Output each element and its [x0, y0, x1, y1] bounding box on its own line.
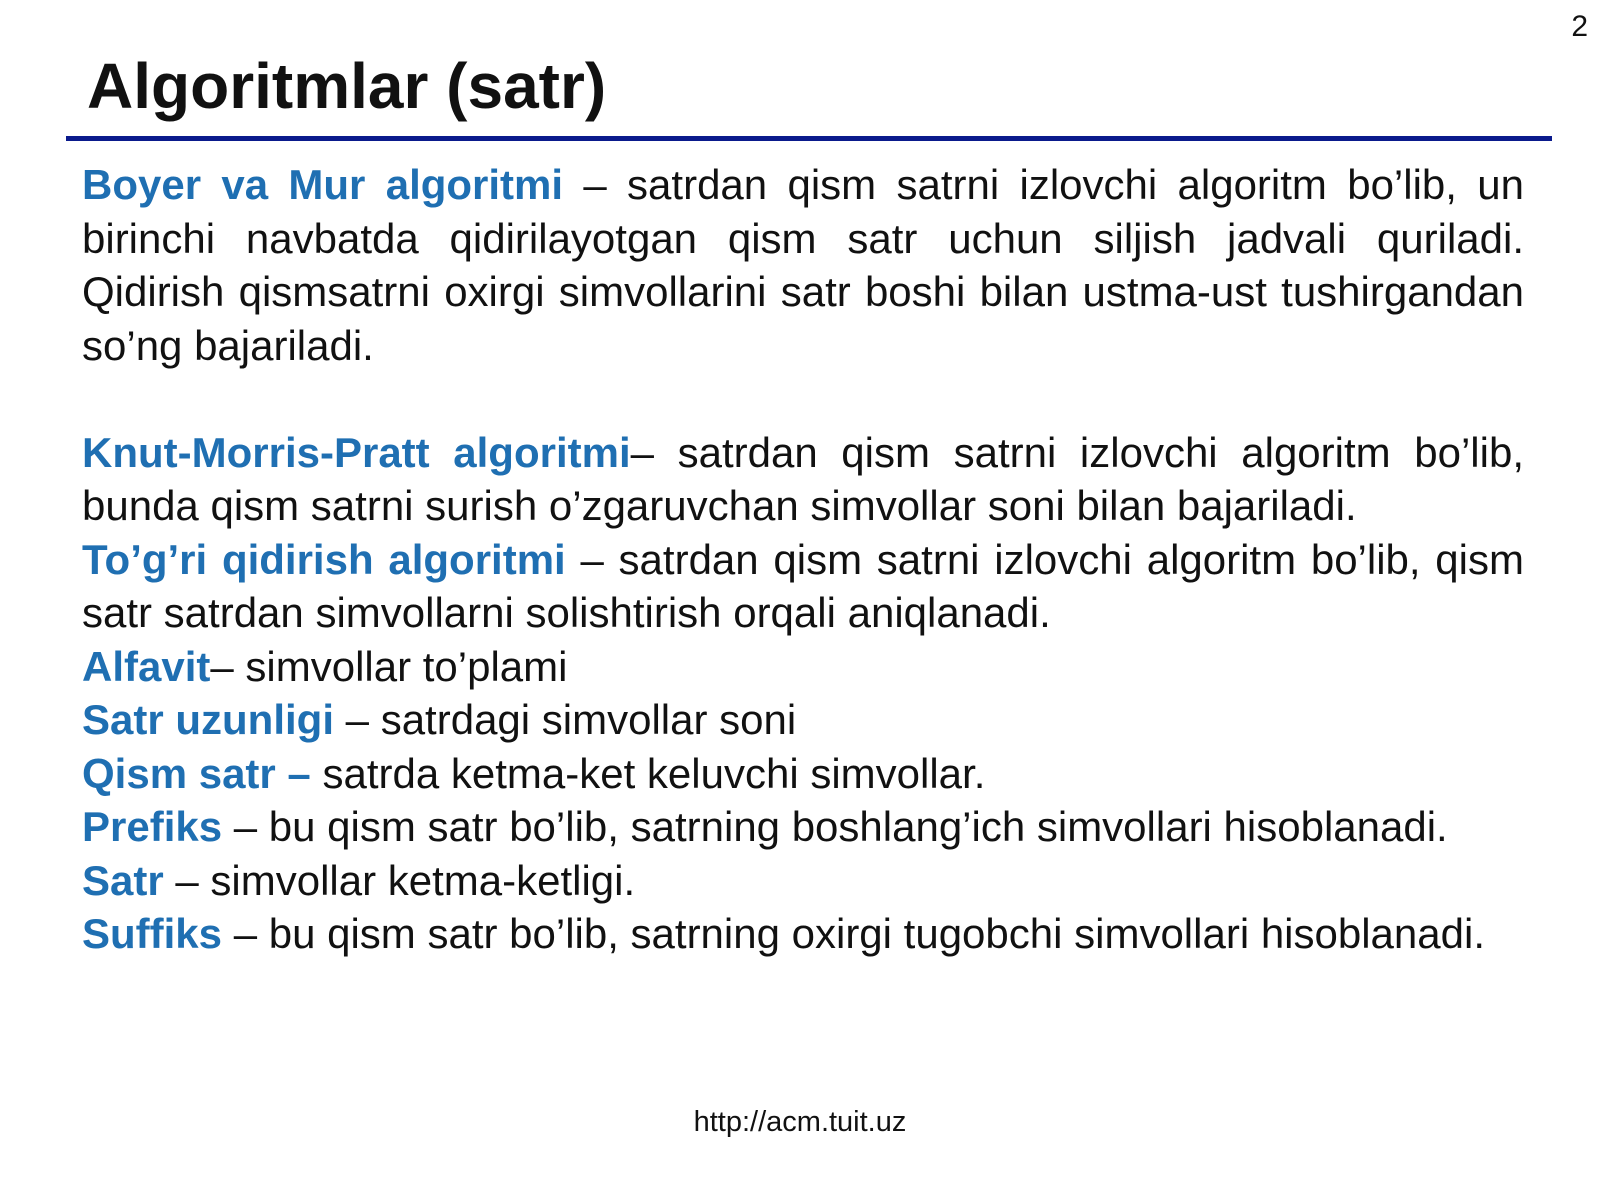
definition-text: – satrdan qism satrni izlovchi algoritm bo’lib, bunda qism satrni surish o’zgaruvchan simvollar soni bilan bajariladi.	[82, 428, 1524, 529]
definition-text: – satrdagi simvollar soni	[334, 696, 797, 743]
definition-text: – simvollar to’plami	[210, 642, 568, 690]
footer-url: http://acm.tuit.uz	[693, 1106, 907, 1138]
definition-term: Suffiks	[82, 910, 223, 957]
slide-title: Algoritmlar (satr)	[87, 50, 607, 122]
slide-content	[82, 158, 1524, 961]
definition-suffix	[82, 907, 1524, 961]
definition-string	[82, 854, 1524, 908]
definition-boyer-moore	[82, 158, 1524, 372]
definition-text: – satrdan qism satrni izlovchi algoritm bo’lib, un birinchi navbatda qidirilayotgan qism satr uchun siljish jadvali quriladi. Qidirish qismsatrni oxirgi simvollarini satr boshi bilan ustma-ust tushirgandan so’ng bajariladi.	[82, 161, 1524, 369]
definition-text: – bu qism satr bo’lib, satrning boshlang’ich simvollari hisoblanadi.	[222, 803, 1448, 850]
definition-term: Boyer va Mur algoritmi	[82, 161, 564, 208]
definition-term: Knut-Morris-Pratt algoritmi	[82, 428, 631, 476]
definition-term: Qism satr –	[82, 749, 311, 797]
definition-term: Satr uzunligi	[82, 696, 334, 743]
definition-direct-search	[82, 533, 1524, 640]
definition-text: – satrdan qism satrni izlovchi algoritm bo’lib, qism satr satrdan simvollarni solishtirish orqali aniqlanadi.	[82, 535, 1524, 636]
definition-text: satrda ketma-ket keluvchi simvollar.	[310, 749, 986, 797]
definition-text: – bu qism satr bo’lib, satrning oxirgi tugobchi simvollari hisoblanadi.	[222, 910, 1485, 957]
definition-term: To’g’ri qidirish algoritmi	[82, 535, 566, 583]
definition-term: Satr	[82, 856, 164, 904]
title-underline	[66, 136, 1552, 141]
definition-substring	[82, 747, 1524, 801]
definition-term: Prefiks	[82, 803, 223, 850]
definition-kmp	[82, 426, 1524, 533]
definition-text: – simvollar ketma-ketligi.	[163, 856, 636, 904]
definition-alphabet	[82, 640, 1524, 694]
definition-term: Alfavit	[82, 642, 211, 690]
page-number: 2	[1571, 10, 1588, 43]
definition-prefix	[82, 800, 1524, 854]
definition-string-length	[82, 693, 1524, 747]
paragraph-spacer	[82, 372, 1524, 426]
